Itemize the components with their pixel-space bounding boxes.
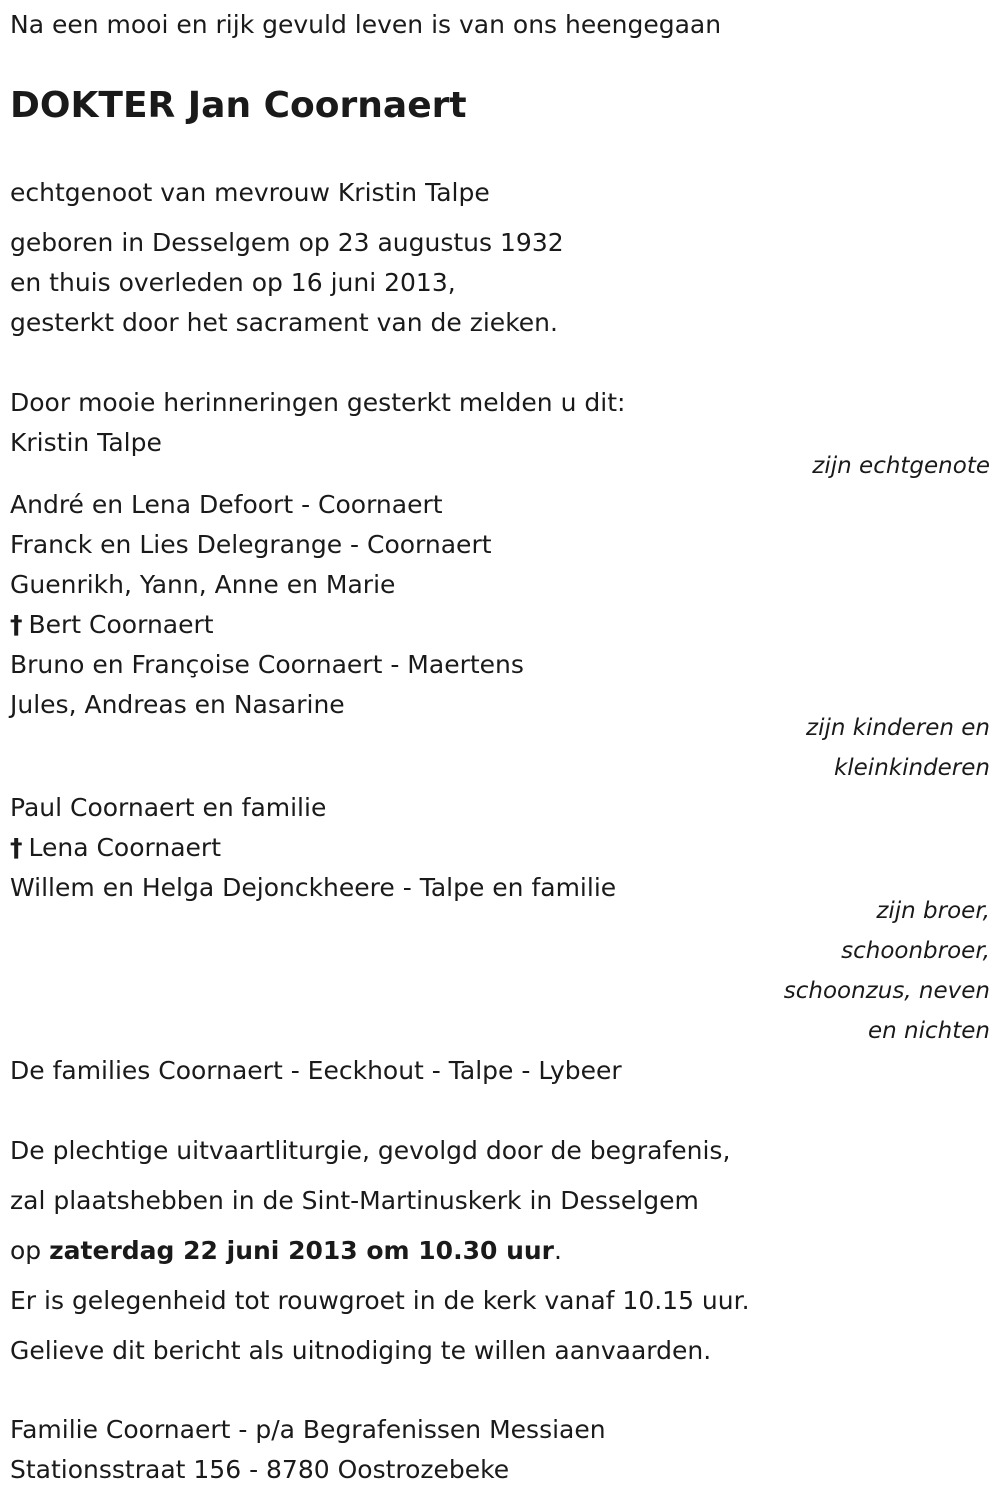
condolence-line: Er is gelegenheid tot rouwgroet in de kerk vanaf 10.15 uur.	[10, 1286, 750, 1315]
contact-address: Stationsstraat 156 - 8780 Oostrozebeke	[10, 1455, 510, 1484]
family-member: Franck en Lies Delegrange - Coornaert	[10, 530, 492, 559]
family-member-deceased	[10, 609, 214, 641]
funeral-date-prefix: op	[10, 1236, 50, 1265]
death-line: en thuis overleden op 16 juni 2013,	[10, 268, 456, 297]
birth-line: geboren in Desselgem op 23 augustus 1932	[10, 228, 564, 257]
deceased-name: DOKTER Jan Coornaert	[10, 85, 467, 126]
funeral-date-line	[10, 1235, 562, 1267]
relation-spouse: zijn echtgenote	[812, 453, 990, 479]
funeral-date: zaterdag 22 juni 2013 om 10.30 uur	[49, 1236, 554, 1265]
spouse-line: echtgenoot van mevrouw Kristin Talpe	[10, 178, 490, 207]
relation-children-line: kleinkinderen	[833, 755, 990, 781]
cross-icon: †	[10, 833, 23, 862]
family-member: Paul Coornaert en familie	[10, 793, 327, 822]
family-member: Kristin Talpe	[10, 428, 162, 457]
intro-text: Na een mooi en rijk gevuld leven is van ons heengegaan	[10, 10, 722, 39]
cross-icon: †	[10, 610, 23, 639]
sacrament-line: gesterkt door het sacrament van de zieken.	[10, 308, 558, 337]
relation-siblings-line: zijn broer,	[876, 898, 990, 924]
families-line: De families Coornaert - Eeckhout - Talpe - Lybeer	[10, 1056, 622, 1085]
family-member-name: Bert Coornaert	[28, 610, 214, 639]
relation-siblings-line: schoonbroer,	[841, 938, 990, 964]
relation-children-line: zijn kinderen en	[806, 715, 990, 741]
family-member: Jules, Andreas en Nasarine	[10, 690, 345, 719]
family-member-deceased	[10, 832, 221, 864]
relation-siblings-line: en nichten	[868, 1018, 990, 1044]
contact-line: Familie Coornaert - p/a Begrafenissen Messiaen	[10, 1415, 606, 1444]
family-member: Bruno en Françoise Coornaert - Maertens	[10, 650, 524, 679]
family-member-name: Lena Coornaert	[28, 833, 221, 862]
family-member: Guenrikh, Yann, Anne en Marie	[10, 570, 396, 599]
family-member: Willem en Helga Dejonckheere - Talpe en familie	[10, 873, 617, 902]
funeral-location: zal plaatshebben in de Sint-Martinuskerk in Desselgem	[10, 1186, 699, 1215]
funeral-date-suffix: .	[554, 1236, 562, 1265]
relation-siblings-line: schoonzus, neven	[783, 978, 990, 1004]
funeral-line: De plechtige uitvaartliturgie, gevolgd door de begrafenis,	[10, 1136, 731, 1165]
family-member: André en Lena Defoort - Coornaert	[10, 490, 443, 519]
invitation-line: Gelieve dit bericht als uitnodiging te willen aanvaarden.	[10, 1336, 712, 1365]
announcement-intro: Door mooie herinneringen gesterkt melden u dit:	[10, 388, 626, 417]
